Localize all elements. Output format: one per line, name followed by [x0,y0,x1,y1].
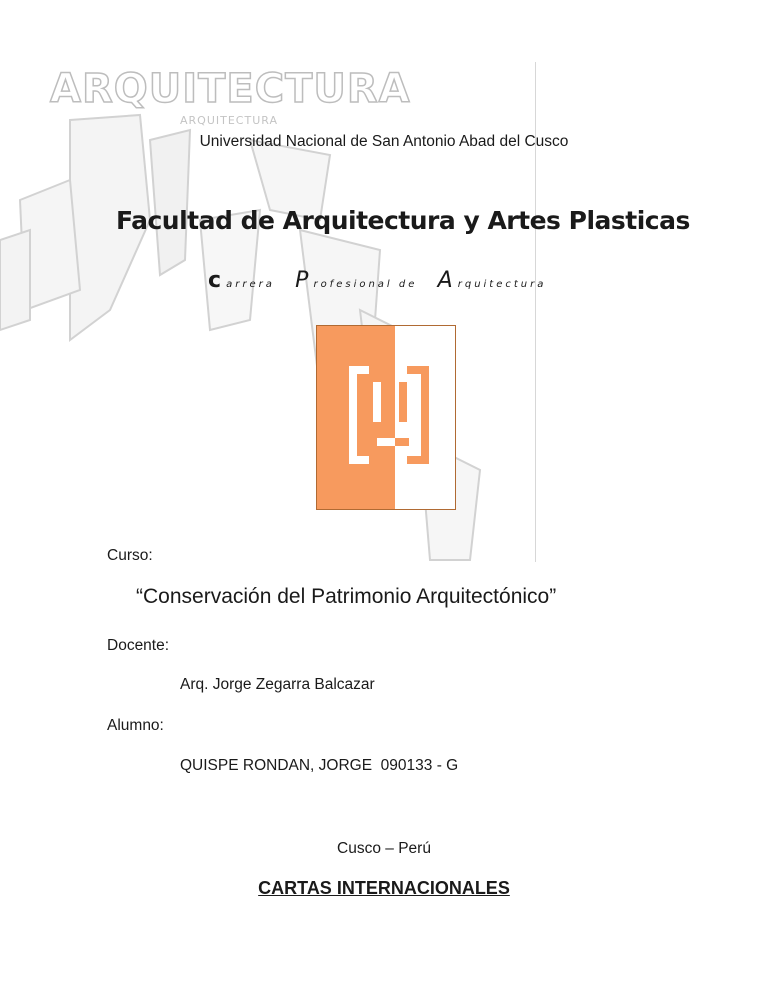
student-label: Alumno: [107,717,164,734]
watermark-small-text: ARQUITECTURA [180,114,278,127]
course-label: Curso: [107,547,153,564]
program-word-1-rest: arrera [226,279,275,290]
teacher-name: Arq. Jorge Zegarra Balcazar [180,676,375,693]
program-title [208,268,546,293]
university-name: Universidad Nacional de San Antonio Abad del Cusco [199,133,569,150]
watermark-title: ARQUITECTURA [50,66,411,112]
program-word-1-initial: c [208,268,222,293]
course-name: “Conservación del Patrimonio Arquitectónico” [136,585,557,608]
faculty-title: Facultad de Arquitectura y Artes Plasticas [116,206,690,235]
document-topic: CARTAS INTERNACIONALES [258,878,510,898]
program-word-2-initial: P [295,268,309,293]
logo-icon [317,326,456,510]
city: Cusco – Perú [337,840,431,857]
teacher-label: Docente: [107,637,170,654]
student-name: QUISPE RONDAN, JORGE 090133 - G [180,757,459,774]
faculty-logo [316,325,456,510]
program-word-3-initial: A [437,268,453,293]
program-word-2-rest: rofesional de [313,279,418,290]
program-word-3-rest: rquitectura [457,279,547,290]
